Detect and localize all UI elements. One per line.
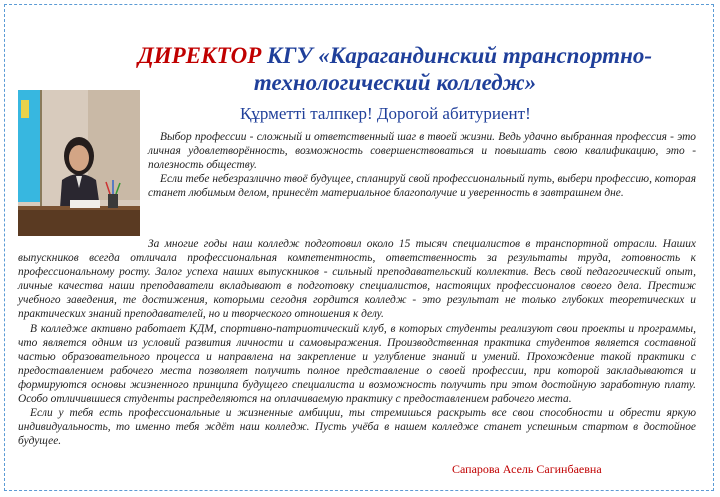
director-photo (18, 90, 140, 236)
main-paragraph: За многие годы наш колледж подготовил около 15 тысяч специалистов в транспортной отрасли. Наших выпускников всегда отличала профессиональная компетентность, ответственность за результаты труда, готовность к профессиональному росту. Залог успеха наших выпускников - сильный преподавательский коллектив. Весь свой педагогический опыт, личные качества наши преподаватели вкладывают в подготовку специалистов, настоящих профессионалов своего дела. Престиж учебного заведения, те достижения, которыми сегодня гордится колледж - это результат не только глубоких теоретических и практических знаний преподавателей, но и творческого отношения к делу. (18, 238, 696, 321)
main-paragraph: В колледже активно работает КДМ, спортивно-патриотический клуб, в которых студенты реализуют свои проекты и программы, что является одним из условий развития личности и самовыражения. Производственная практика студентов является составной частью образовательного процесса и направлена на закрепление и углубление знаний и умений. Прохождение такой практики с предоставлением рабочего места позволяет получить полное представление о своей профессии, при которой закладываются и формируются основы жизненного принципа будущего специалиста и возможность получить при этом достойную заработную плату. Особо отличившиеся студенты распределяются на оплачиваемую практику с предоставлением рабочего места. (18, 322, 696, 406)
title-college: КГУ «Карагандинский транспортно-технологический колледж» (253, 43, 652, 95)
title-director: ДИРЕКТОР (137, 43, 262, 68)
intro-paragraph: Если тебе небезразлично твоё будущее, спланируй свой профессиональный путь, выбери профессию, которая станет любимым делом, принесёт материальное благополучие и уверенность в завтрашнем дне. (148, 173, 696, 200)
intro-paragraph: Выбор профессии - сложный и ответственный шаг в твоей жизни. Ведь удачно выбранная профессия - это личная удовлетворённость, возможность совершенствоваться и повышать свою квалификацию, это - полезность обществу. (148, 131, 696, 172)
director-photo-illustration (18, 90, 140, 236)
intro-text (148, 130, 696, 200)
page-title (90, 42, 700, 96)
main-paragraph: Если у тебя есть профессиональные и жизненные амбиции, ты стремишься раскрыть все свои способности и обрести яркую индивидуальность, то именно тебя ждёт наш колледж. Пусть учёба в нашем колледже станет успешным стартом в достойное будущее. (18, 407, 696, 448)
main-text (18, 237, 696, 448)
signature: Сапарова Асель Сагинбаевна (452, 462, 602, 476)
greeting: Құрметті талпкер! Дорогой абитуриент! (240, 104, 531, 123)
